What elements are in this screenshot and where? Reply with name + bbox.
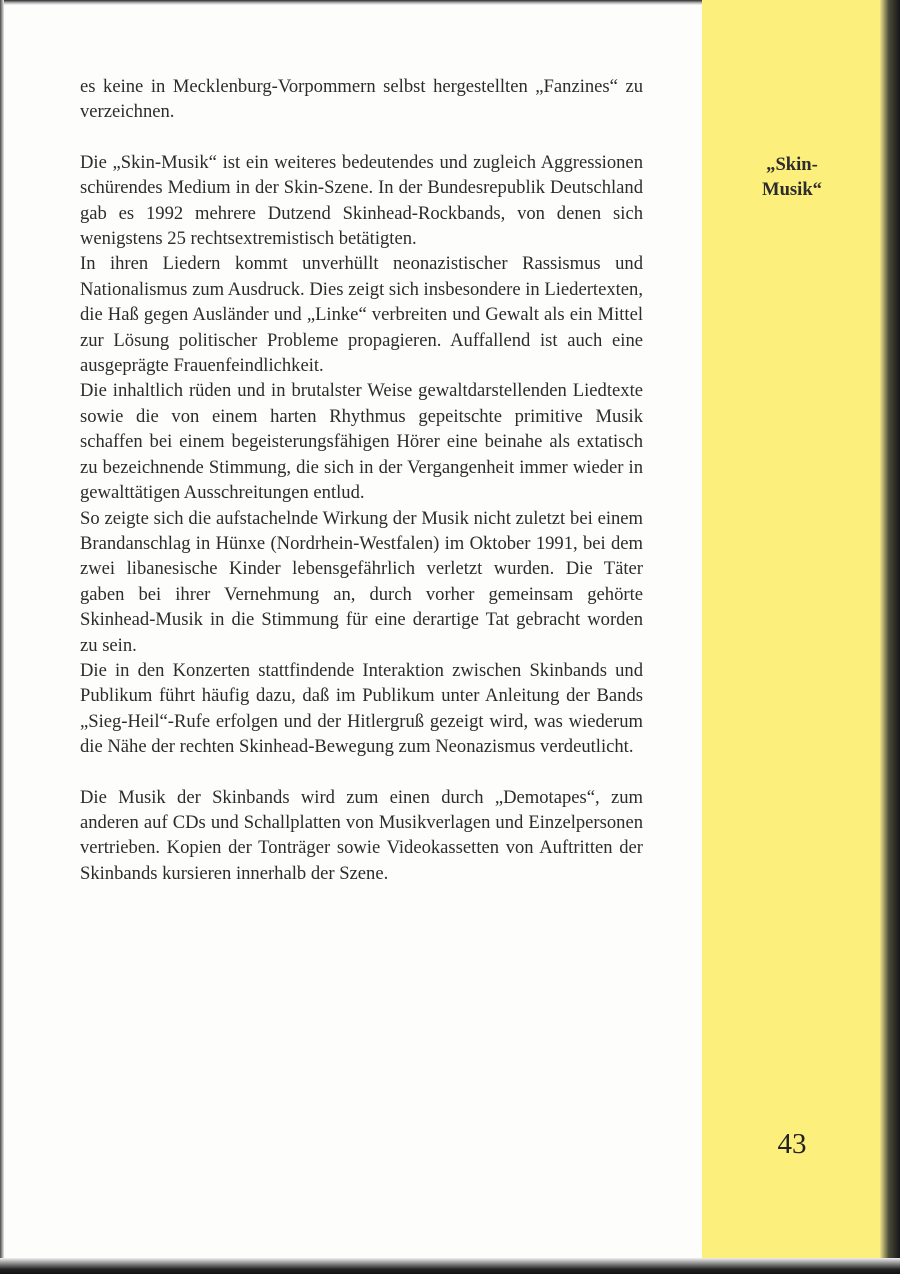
page-top-edge [0,0,702,5]
margin-heading-line-1: „Skin- [766,154,818,175]
page-bottom-edge [0,1258,900,1274]
paragraph-concert-interaction: Die in den Konzerten stattfindende Interaktion zwischen Skinbands und Publikum führt häufig dazu, daß im Publikum unter Anleitung der Bands „Sieg-Heil“-Rufe erfolgen und der Hitlergruß gezeigt wird, was wiederum die Nähe der rechten Skinhead-Bewegung zum Neonazismus verdeutlicht. [80,659,643,758]
page-right-edge [880,0,900,1274]
paragraph-lyrics-racism: In ihren Liedern kommt unverhüllt neonazistischer Rassismus und Nationalismus zum Ausdruck. Dies zeigt sich insbesondere in Liedertexten, die Haß gegen Ausländer und „Linke“ verbreiten und Gewalt als ein Mittel zur Lösung politischer Probleme propagieren. Auffallend ist auch eine ausgeprägte Frauenfeindlichkeit. [80,253,643,377]
paragraph-fanzines-end: es keine in Mecklenburg-Vorpommern selbst hergestellten „Fanzines“ zu verzeichnen. [80,76,643,123]
paragraph-distribution: Die Musik der Skinbands wird zum einen durch „Demotapes“, zum anderen auf CDs und Schallplatten von Musikverlagen und Einzelpersonen vertrieben. Kopien der Tonträger sowie Videokassetten von Auftritten der Skinbands kursieren innerhalb der Szene. [80,786,643,884]
margin-heading-skin-musik [712,152,872,202]
page-number: 43 [777,1128,807,1160]
paragraph-huenxe-attack: So zeigte sich die aufstachelnde Wirkung der Musik nicht zuletzt bei einem Brandanschlag in Hünxe (Nordrhein-Westfalen) im Oktober 1991, bei dem zwei libanesische Kinder lebensgefährlich verletzt wurden. Die Täter gaben bei ihrer Vernehmung an, durch vorher gemeinsam gehörte Skinhead-Musik in die Stimmung für eine derartige Tat gebracht worden zu sein. [80,507,643,656]
page-left-edge [0,0,4,1274]
paragraph-violent-lyrics: Die inhaltlich rüden und in brutalster Weise gewaltdarstellenden Liedtexte sowie die von einem harten Rhythmus gepeitschte primitive Musik schaffen bei einem begeisterungsfähigen Hörer eine beinahe als extatisch zu bezeichnende Stimmung, die sich in der Vergangenheit immer wieder in gewalttätigen Ausschreitungen entlud. [80,380,643,504]
paragraph-skin-musik-intro: Die „Skin-Musik“ ist ein weiteres bedeutendes und zugleich Aggressionen schürendes Medium in der Skin-Szene. In der Bundesrepublik Deutschland gab es 1992 mehrere Dutzend Skinhead-Rockbands, von denen sich wenigstens 25 rechtsextremistisch betätigten. [80,151,643,250]
body-text [80,74,643,886]
margin-heading-line-2: Musik“ [762,179,822,200]
